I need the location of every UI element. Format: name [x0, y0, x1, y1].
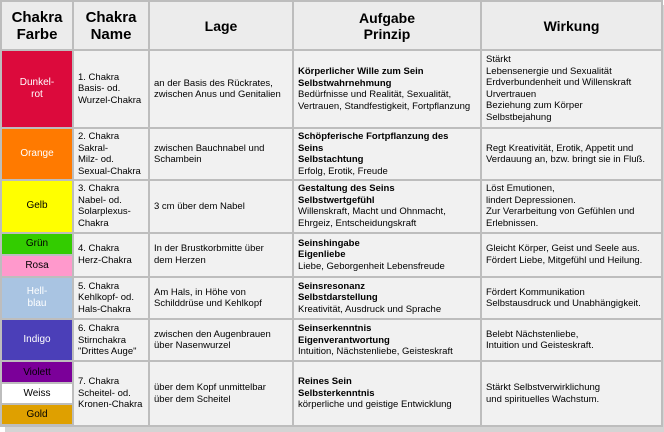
wirkung-line: Selbstausdruck und Unabhängigkeit. — [486, 298, 641, 310]
lage-line: über dem Scheitel — [154, 393, 231, 405]
name-line: 6. Chakra — [78, 323, 120, 335]
name-line: Sakral- — [78, 142, 109, 154]
aufgabe-prinzip: Selbsterkenntnis — [298, 387, 375, 399]
lage-line: zwischen den Augenbrauen — [154, 328, 271, 340]
chakra-wirkung — [482, 129, 661, 179]
chakra-wirkung — [482, 51, 661, 127]
aufgabe-line: Liebe, Geborgenheit Lebensfreude — [298, 260, 445, 272]
color-swatch-violett: Violett — [2, 362, 72, 381]
wirkung-line: Erdverbundenheit und Willenskraft — [486, 77, 632, 89]
wirkung-line: lindert Depressionen. — [486, 194, 576, 206]
color-swatch-gold: Gold — [2, 405, 72, 424]
aufgabe-line: Ehrgeiz, Entscheidungskraft — [298, 217, 417, 229]
aufgabe-line: körperliche und geistige Entwicklung — [298, 399, 452, 411]
color-swatch-stack — [2, 234, 72, 276]
chakra-name — [74, 278, 148, 318]
lage-line: zwischen Anus und Genitalien — [154, 89, 281, 101]
header-aufgabe-line-2: Prinzip — [363, 25, 411, 42]
color-label: Hell- — [26, 286, 48, 298]
table-row — [2, 234, 661, 276]
header-row — [2, 2, 661, 49]
chakra-aufgabe — [294, 234, 480, 276]
aufgabe-title: Seinsresonanz — [298, 280, 366, 292]
name-line: 7. Chakra — [78, 376, 120, 388]
lage-line: In der Brustkorbmitte über — [154, 243, 264, 255]
color-label: rot — [31, 89, 43, 101]
aufgabe-line: Vertrauen, Standfestigkeit, Fortpflanzung — [298, 100, 471, 112]
color-swatch-hellblau — [2, 278, 72, 318]
wirkung-line: Belebt Nächstenliebe, — [486, 328, 579, 340]
wirkung-line: Löst Emutionen, — [486, 183, 555, 195]
lage-line: dem Herzen — [154, 254, 206, 266]
chakra-aufgabe — [294, 129, 480, 179]
table-row — [2, 362, 661, 425]
wirkung-line: Fördert Liebe, Mitgefühl und Heilung. — [486, 254, 643, 266]
wirkung-line: Intuition und Geisteskraft. — [486, 340, 594, 352]
header-lage: Lage — [150, 2, 292, 49]
aufgabe-line: Intuition, Nächstenliebe, Geisteskraft — [298, 346, 453, 358]
chakra-lage — [150, 320, 292, 360]
chakra-wirkung — [482, 234, 661, 276]
name-line: Milz- od. — [78, 154, 114, 166]
header-name-line-2: Name — [90, 25, 132, 43]
name-line: 4. Chakra — [78, 243, 120, 255]
chakra-name — [74, 234, 148, 276]
chakra-aufgabe — [294, 362, 480, 425]
aufgabe-prinzip: Eigenliebe — [298, 249, 346, 260]
name-line: 5. Chakra — [78, 280, 120, 292]
color-swatch-gruen: Grün — [2, 234, 72, 254]
lage-line: über Nasenwurzel — [154, 340, 231, 352]
lage-line: 3 cm über dem Nabel — [154, 200, 245, 212]
aufgabe-title: Seinserkenntnis — [298, 323, 372, 335]
name-line: Wurzel-Chakra — [78, 94, 142, 106]
aufgabe-title: Gestaltung des Seins — [298, 183, 395, 195]
aufgabe-prinzip: Selbstwahrnehmung — [298, 77, 392, 89]
chakra-aufgabe — [294, 278, 480, 318]
chakra-lage — [150, 51, 292, 127]
name-line: Scheitel- od. — [78, 387, 131, 399]
chakra-aufgabe — [294, 181, 480, 231]
color-label: Gelb — [26, 200, 48, 212]
chakra-wirkung — [482, 320, 661, 360]
wirkung-line: Regt Kreativität, Erotik, Appetit und — [486, 142, 634, 154]
header-farbe-line-2: Farbe — [16, 25, 58, 43]
aufgabe-line: Erfolg, Erotik, Freude — [298, 165, 388, 177]
wirkung-line: Urvertrauen — [486, 88, 537, 100]
name-line: Basis- od. — [78, 83, 121, 95]
name-line: Hals-Chakra — [78, 303, 131, 315]
chakra-name — [74, 51, 148, 127]
header-farbe-line-1: Chakra — [11, 8, 63, 26]
color-label: Dunkel- — [19, 77, 55, 89]
chakra-aufgabe — [294, 51, 480, 127]
wirkung-line: Erlebnissen. — [486, 217, 539, 229]
aufgabe-title: Schöpferische Fortpflanzung des Seins — [298, 131, 449, 154]
aufgabe-prinzip: Selbstachtung — [298, 154, 364, 166]
name-line: Kehlkopf- od. — [78, 292, 134, 304]
chakra-name — [74, 181, 148, 231]
wirkung-line: Stärkt — [486, 54, 511, 66]
name-line: Kronen-Chakra — [78, 399, 143, 411]
name-line: 2. Chakra — [78, 131, 120, 143]
header-farbe — [2, 2, 72, 49]
aufgabe-line: Bedürfnisse und Realität, Sexualität, — [298, 89, 452, 101]
aufgabe-prinzip: Eigenverantwortung — [298, 334, 390, 346]
chakra-aufgabe — [294, 320, 480, 360]
chakra-lage — [150, 129, 292, 179]
chakra-name — [74, 320, 148, 360]
table-row — [2, 51, 661, 127]
wirkung-line: Lebensenergie und Sexualität — [486, 65, 612, 77]
chakra-lage — [150, 234, 292, 276]
table-row — [2, 129, 661, 179]
chakra-wirkung — [482, 278, 661, 318]
header-wirkung: Wirkung — [482, 2, 661, 49]
aufgabe-prinzip: Selbstdarstellung — [298, 292, 378, 304]
table-row — [2, 181, 661, 231]
color-swatch-orange — [2, 129, 72, 179]
aufgabe-line: Willenskraft, Macht und Ohnmacht, — [298, 206, 446, 218]
header-name — [74, 2, 148, 49]
name-line: 3. Chakra — [78, 183, 120, 195]
chakra-name — [74, 362, 148, 425]
aufgabe-line: Kreativität, Ausdruck und Sprache — [298, 303, 442, 315]
name-line: Chakra — [78, 217, 109, 229]
color-swatch-rosa: Rosa — [2, 256, 72, 276]
wirkung-line: Zur Verarbeitung von Gefühlen und — [486, 206, 635, 218]
color-swatch-stack — [2, 362, 72, 424]
color-label: Orange — [20, 148, 54, 160]
chakra-lage — [150, 278, 292, 318]
lage-line: Schambein — [154, 154, 202, 166]
lage-line: über dem Kopf unmittelbar — [154, 382, 266, 394]
name-line: Nabel- od. — [78, 194, 122, 206]
aufgabe-title: Reines Sein — [298, 376, 352, 388]
name-line: Herz-Chakra — [78, 254, 132, 266]
name-line: "Drittes Auge" — [78, 346, 137, 358]
table-row — [2, 320, 661, 360]
chakra-lage — [150, 181, 292, 231]
wirkung-line: Selbstbejahung — [486, 111, 552, 123]
header-aufgabe-line-1: Aufgabe — [359, 9, 415, 26]
wirkung-line: Stärkt Selbstverwirklichung — [486, 382, 601, 394]
wirkung-line: und spirituelles Wachstum. — [486, 393, 600, 405]
color-swatch-group-4 — [2, 234, 72, 276]
wirkung-line: Verdauung an, bzw. bringt sie in Fluß. — [486, 154, 645, 166]
lage-line: Am Hals, in Höhe von — [154, 286, 246, 298]
aufgabe-title: Körperlicher Wille zum Sein — [298, 66, 424, 78]
chakra-name — [74, 129, 148, 179]
color-label: blau — [27, 298, 47, 310]
lage-line: zwischen Bauchnabel und — [154, 142, 265, 154]
table-row — [2, 278, 661, 318]
name-line: Solarplexus- — [78, 206, 131, 218]
color-swatch-indigo — [2, 320, 72, 360]
wirkung-line: Gleicht Körper, Geist und Seele aus. — [486, 243, 640, 255]
name-line: 1. Chakra — [78, 71, 120, 83]
chakra-lage — [150, 362, 292, 425]
aufgabe-prinzip: Selbstwertgefühl — [298, 194, 375, 206]
header-name-line-1: Chakra — [85, 8, 137, 26]
chakra-wirkung — [482, 181, 661, 231]
wirkung-line: Fördert Kommunikation — [486, 286, 585, 298]
color-label: Indigo — [23, 334, 51, 346]
header-aufgabe — [294, 2, 480, 49]
chakra-wirkung — [482, 362, 661, 425]
wirkung-line: Beziehung zum Körper — [486, 100, 583, 112]
aufgabe-title: Seinshingabe — [298, 237, 360, 249]
name-line: Sexual-Chakra — [78, 165, 141, 177]
name-line: Stirnchakra — [78, 334, 127, 346]
color-swatch-group-7 — [2, 362, 72, 425]
color-swatch-dunkelrot — [2, 51, 72, 127]
color-swatch-gelb — [2, 181, 72, 231]
lage-line: an der Basis des Rückrates, — [154, 77, 273, 89]
color-swatch-weiss: Weiss — [2, 384, 72, 403]
lage-line: Schilddrüse und Kehlkopf — [154, 298, 262, 310]
